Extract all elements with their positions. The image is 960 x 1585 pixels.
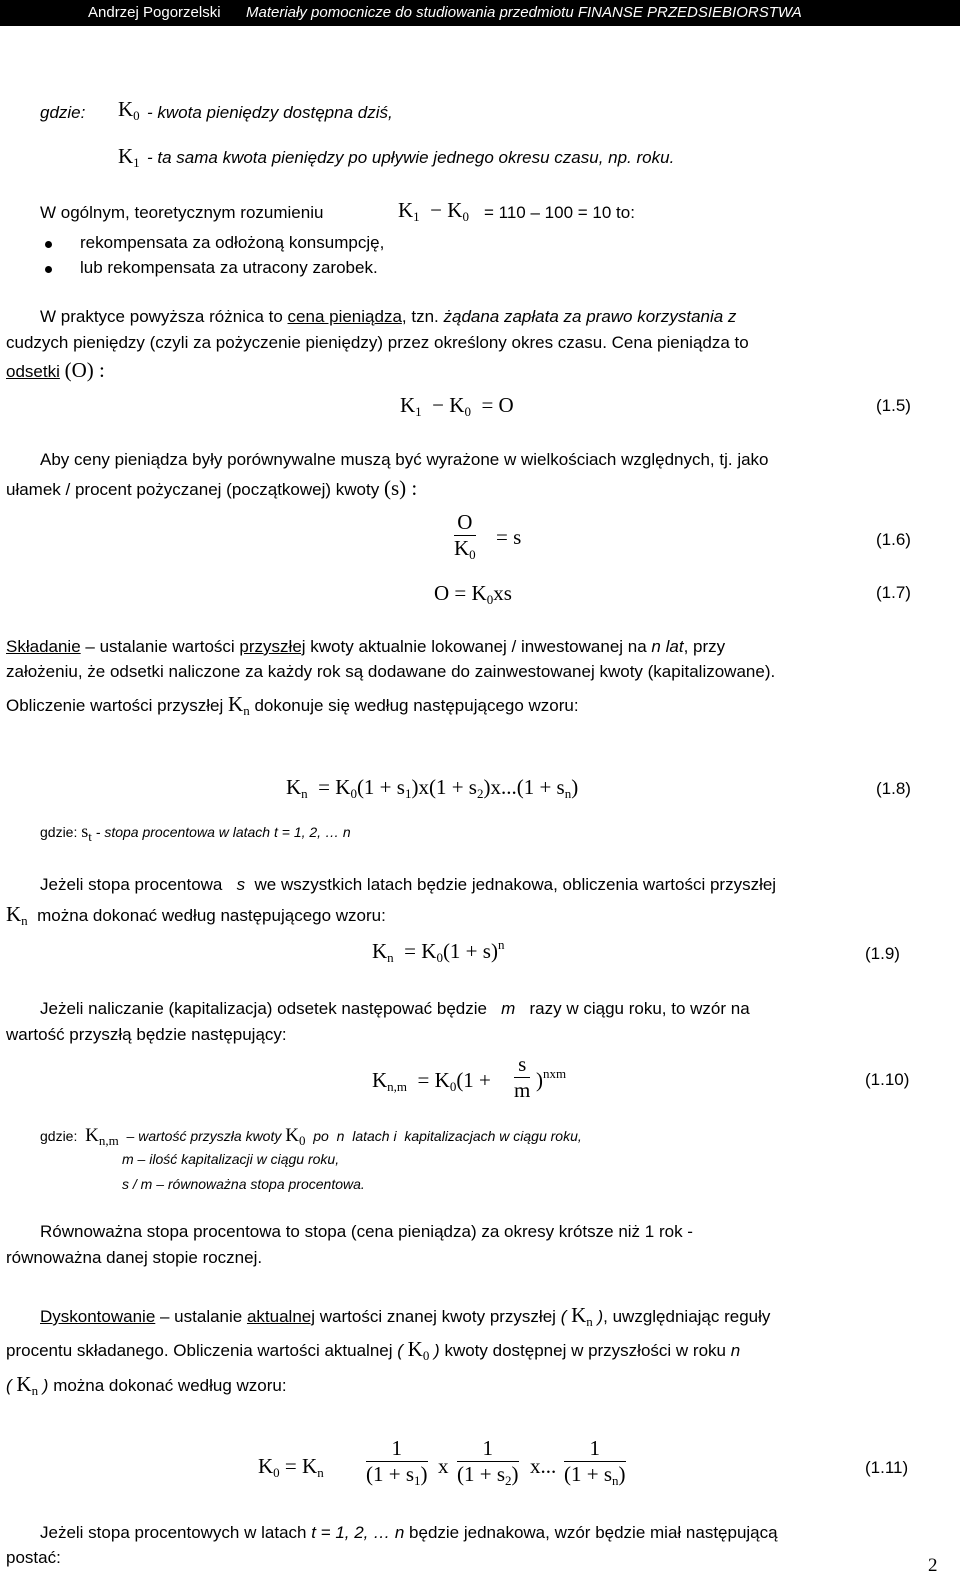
periods-where-3: s / m – równoważna stopa procentowa. — [122, 1176, 365, 1192]
general-tail: = 110 – 100 = 10 to: — [484, 203, 635, 222]
compound-where — [40, 821, 351, 842]
constant-line-1 — [40, 875, 776, 895]
where-label: gdzie: — [40, 824, 78, 840]
equation-1-9: $K_n = K_0(1 + s)^n$ — [372, 937, 505, 965]
practice-line-3 — [6, 358, 105, 383]
practice-definition: żądana zapłata za prawo korzystania z — [443, 307, 737, 326]
eq-number: (1.7) — [876, 583, 911, 602]
equation-1-10-fraction: $\frac{s}{m}$ — [514, 1052, 531, 1102]
final-text: Jeżeli stopa procentowych w latach — [40, 1523, 307, 1542]
final-t-range: t = 1, 2, … n — [311, 1523, 405, 1542]
practice-line-2: cudzych pieniędzy (czyli za pożyczenie pieniędzy) przez określony okres czasu. Cena pieniądza to — [6, 333, 749, 352]
page-number: 2 — [928, 1555, 938, 1576]
equation-1-11-x: x — [438, 1454, 449, 1478]
constant-text: we wszystkich latach będzie jednakowa, obliczenia wartości przyszłej — [254, 875, 777, 894]
equation-1-11-x: x... — [530, 1454, 557, 1478]
relative-line-1: Aby ceny pieniądza były porównywalne muszą być wyrażone w wielkościach względnych, tj. jako — [40, 450, 769, 469]
periods-where-2: m – ilość kapitalizacji w ciągu roku, — [122, 1151, 340, 1167]
equivalent-line-2: równoważna danej stopie rocznej. — [6, 1248, 263, 1267]
equation-1-6-rhs: = s — [496, 525, 522, 549]
eq-number: (1.10) — [865, 1070, 910, 1089]
compound-line-2: założeniu, że odsetki naliczone za każdy rok są dodawane do zainwestowanej kwoty (kapitalizowane). — [6, 662, 776, 681]
discount-text: , uwzględniając reguły — [603, 1307, 771, 1326]
discount-text: kwoty dostępnej w przyszłości w roku — [444, 1341, 726, 1360]
header-author: Andrzej Pogorzelski — [88, 4, 221, 21]
where-text: kapitalizacjach w ciągu roku, — [404, 1128, 582, 1144]
equation-1-11-fraction-n: $\frac{1}{(1 + s_n)}$ — [564, 1436, 626, 1488]
periods-text: razy w ciągu roku, to wzór na — [529, 999, 750, 1018]
eq-number: (1.8) — [876, 779, 911, 798]
relative-text: ułamek / procent pożyczanej (początkowej) kwoty — [6, 480, 380, 499]
var-n: n — [336, 1128, 345, 1144]
discount-text: wartości znanej kwoty przyszłej — [315, 1307, 556, 1326]
relative-line-2 — [6, 476, 417, 501]
discount-line-3 — [6, 1372, 287, 1397]
eq-number: (1.11) — [865, 1458, 909, 1477]
equation-1-11-fraction-1: $\frac{1}{(1 + s_1)}$ — [366, 1436, 428, 1488]
equivalent-line-1: Równoważna stopa procentowa to stopa (cena pieniądza) za okresy krótsze niż 1 rok - — [40, 1222, 693, 1241]
def-k1-symbol: $K_1$ — [118, 144, 140, 170]
header-title: Materiały pomocnicze do studiowania przedmiotu FINANSE PRZEDSIEBIORSTWA — [246, 4, 802, 21]
word-lat: lat — [665, 637, 684, 656]
constant-line-2 — [6, 902, 386, 927]
def-k0-text: - kwota pieniędzy dostępna dziś, — [147, 103, 393, 122]
where-label: gdzie: — [40, 1128, 78, 1144]
term-skladanie: Składanie — [6, 637, 81, 656]
where-text: – wartość przyszła kwoty — [126, 1128, 282, 1144]
constant-text: Jeżeli stopa procentowa — [40, 875, 223, 894]
periods-line-1 — [40, 999, 750, 1019]
general-intro: W ogólnym, teoretycznym rozumieniu — [40, 203, 324, 222]
practice-line-1 — [40, 307, 736, 327]
compound-line-1 — [6, 637, 725, 657]
general-formula: $K_1 - K_0$ — [398, 198, 469, 224]
symbol-kn: $K_n$ — [228, 692, 250, 718]
symbol-kn: ( $K_n$ ) — [6, 1372, 49, 1398]
bullet-dot — [45, 266, 52, 273]
compound-text: Obliczenie wartości przyszłej — [6, 696, 224, 715]
term-dyskontowanie: Dyskontowanie — [40, 1307, 156, 1326]
final-text: będzie jednakowa, wzór będzie miał następującą — [409, 1523, 778, 1542]
compound-text: , przy — [683, 637, 726, 656]
constant-text: można dokonać według następującego wzoru: — [37, 906, 386, 925]
symbol-kn: $K_n$ — [6, 902, 28, 928]
final-line-1 — [40, 1523, 778, 1543]
eq-number: (1.5) — [876, 396, 911, 415]
discount-line-1 — [40, 1303, 770, 1328]
var-n: n — [730, 1341, 741, 1360]
var-n: n — [651, 637, 661, 656]
symbol-knm: $K_{n,m}$ — [85, 1125, 119, 1148]
compound-text: kwoty aktualnie lokowanej / inwestowanej na — [305, 637, 652, 656]
symbol-k0: $K_0$ — [285, 1125, 306, 1148]
symbol-k0: ( $K_0$ ) — [397, 1337, 440, 1363]
equation-1-5: $K_1 - K_0 = O$ — [400, 393, 514, 419]
term-aktualnej: aktualnej — [246, 1307, 316, 1326]
periods-text: Jeżeli naliczanie (kapitalizacja) odsetek następować będzie — [40, 999, 487, 1018]
discount-text: procentu składanego. Obliczenia wartości aktualnej — [6, 1341, 393, 1360]
equation-1-6-fraction: $\frac{O}{K_0}$ — [454, 510, 476, 562]
symbol-o: (O) : — [64, 358, 105, 382]
equation-1-11-fraction-2: $\frac{1}{(1 + s_2)}$ — [457, 1436, 519, 1488]
where-text: - stopa procentowa w latach t = 1, 2, … n — [95, 824, 351, 840]
equation-1-8: $K_n = K_0(1 + s_1)x(1 + s_2)x...(1 + s_n)$ — [286, 775, 579, 801]
discount-text: – ustalanie — [155, 1307, 247, 1326]
symbol-st: $s_t$ — [81, 821, 92, 844]
eq-number: (1.9) — [865, 944, 900, 963]
where-text: po — [313, 1128, 329, 1144]
where-text: latach i — [352, 1128, 397, 1144]
bullet-item: lub rekompensata za utracony zarobek. — [80, 258, 378, 277]
symbol-s: (s) : — [383, 476, 418, 500]
def-k1-text: - ta sama kwota pieniędzy po upływie jednego okresu czasu, np. roku. — [147, 148, 675, 167]
discount-text: można dokonać według wzoru: — [53, 1376, 287, 1395]
term-odsetki: odsetki — [6, 362, 60, 381]
defs-label: gdzie: — [40, 103, 86, 122]
var-s: s — [236, 875, 246, 894]
equation-1-7: $O = K_0xs$ — [434, 581, 512, 607]
term-przyszlej: przyszłej — [239, 637, 306, 656]
periods-where-1 — [40, 1125, 582, 1147]
equation-1-11-lhs: $K_0 = K_n$ — [258, 1454, 324, 1480]
var-m: m — [501, 999, 516, 1018]
practice-text: , tzn. — [401, 307, 444, 326]
def-k0-symbol: $K_0$ — [118, 97, 140, 123]
equation-1-10-rhs: )$^{nxm}$ — [536, 1066, 567, 1092]
periods-line-2: wartość przyszłą będzie następujący: — [6, 1025, 287, 1044]
compound-line-3 — [6, 692, 579, 717]
compound-text: – ustalanie wartości — [80, 637, 240, 656]
final-line-2: postać: — [6, 1548, 61, 1567]
symbol-kn: ( $K_n$ ) — [560, 1303, 604, 1329]
page-header — [0, 0, 960, 26]
eq-number: (1.6) — [876, 530, 911, 549]
discount-line-2 — [6, 1337, 740, 1362]
bullet-dot — [45, 241, 52, 248]
bullet-item: rekompensata za odłożoną konsumpcję, — [80, 233, 385, 252]
equation-1-10-lhs: $K_{n,m} = K_0(1$ + — [372, 1068, 491, 1094]
practice-text: W praktyce powyższa różnica to — [40, 307, 288, 326]
compound-text: dokonuje się według następującego wzoru: — [254, 696, 579, 715]
term-cena-pieniadza: cena pieniądza — [287, 307, 402, 326]
